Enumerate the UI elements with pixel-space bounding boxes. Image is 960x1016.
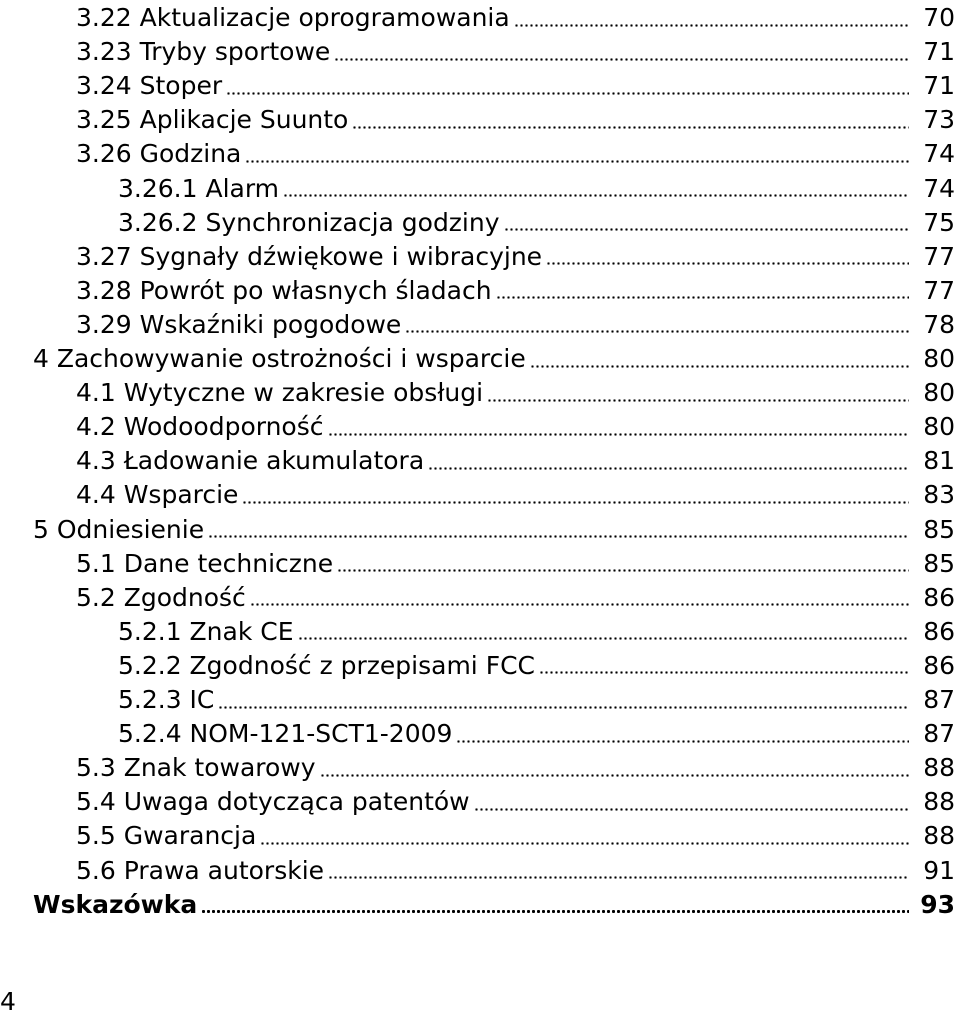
page-number: 4 xyxy=(0,987,16,1016)
toc-entry[interactable] xyxy=(33,342,955,376)
toc-dot-leader xyxy=(283,194,909,197)
toc-entry-page: 78 xyxy=(923,309,955,339)
toc-entry[interactable] xyxy=(118,172,955,206)
toc-entry-title: 5 Odniesienie xyxy=(33,514,205,544)
toc-dot-leader xyxy=(298,637,909,640)
toc-entry[interactable] xyxy=(76,376,955,410)
toc-entry-page: 70 xyxy=(923,3,955,32)
toc-entry-page: 88 xyxy=(923,787,955,817)
toc-dot-leader xyxy=(320,774,909,777)
toc-dot-leader xyxy=(352,126,909,129)
toc-entry[interactable] xyxy=(76,785,955,819)
toc-entry[interactable] xyxy=(76,240,955,274)
toc-entry-page: 88 xyxy=(923,821,955,851)
toc-dot-leader xyxy=(218,706,909,709)
toc-entry[interactable] xyxy=(118,717,955,751)
toc-entry-page: 88 xyxy=(923,753,955,783)
toc-dot-leader xyxy=(514,24,909,27)
toc-entry-page: 81 xyxy=(923,446,955,476)
toc-dot-leader xyxy=(530,365,909,368)
toc-entry-page: 86 xyxy=(923,650,955,680)
toc-entry-page: 87 xyxy=(923,685,955,714)
toc-entry[interactable] xyxy=(76,137,955,171)
toc-entry-page: 71 xyxy=(923,71,955,101)
toc-entry[interactable] xyxy=(76,751,955,785)
toc-entry[interactable] xyxy=(76,854,955,888)
toc-entry[interactable] xyxy=(118,206,955,240)
toc-entry[interactable] xyxy=(118,649,955,683)
toc-entry-page: 71 xyxy=(923,37,955,67)
toc-dot-leader xyxy=(504,228,909,231)
toc-entry-title: 4.1 Wytyczne w zakresie obsługi xyxy=(76,378,484,408)
toc-entry-title: 3.23 Tryby sportowe xyxy=(76,37,331,67)
toc-entry-page: 85 xyxy=(923,514,955,544)
toc-entry-page: 80 xyxy=(923,378,955,408)
toc-entry-title: 4.2 Wodoodporność xyxy=(76,412,324,442)
toc-entry-title: 3.26 Godzina xyxy=(76,139,242,169)
toc-dot-leader xyxy=(250,603,909,606)
toc-entry-page: 80 xyxy=(923,412,955,442)
toc-entry-title: 3.29 Wskaźniki pogodowe xyxy=(76,309,402,339)
toc-dot-leader xyxy=(337,569,909,572)
toc-entry-title: 5.1 Dane techniczne xyxy=(76,548,334,578)
toc-dot-leader xyxy=(245,160,909,163)
toc-entry-title: 5.2.3 IC xyxy=(118,685,215,714)
toc-entry-title: 3.26.2 Synchronizacja godziny xyxy=(118,207,500,237)
toc-entry-title: 3.25 Aplikacje Suunto xyxy=(76,105,349,135)
toc-entry[interactable] xyxy=(76,547,955,581)
toc-entry[interactable] xyxy=(118,683,955,717)
toc-entry-page: 77 xyxy=(923,241,955,271)
toc-dot-leader xyxy=(487,399,909,402)
toc-dot-leader xyxy=(546,262,909,265)
toc-entry[interactable] xyxy=(76,1,955,35)
toc-entry-title: 3.22 Aktualizacje oprogramowania xyxy=(76,3,510,32)
toc-entry-title: 5.2.4 NOM-121-SCT1-2009 xyxy=(118,719,453,749)
toc-entry-title: 5.2.1 Znak CE xyxy=(118,616,294,646)
toc-entry[interactable] xyxy=(33,888,955,922)
toc-entry-title: 3.24 Stoper xyxy=(76,71,223,101)
toc-entry[interactable] xyxy=(76,69,955,103)
toc-entry-page: 85 xyxy=(923,548,955,578)
toc-entry-title: 3.27 Sygnały dźwiękowe i wibracyjne xyxy=(76,241,543,271)
toc-entry[interactable] xyxy=(76,581,955,615)
toc-dot-leader xyxy=(334,58,909,61)
toc-entry[interactable] xyxy=(76,478,955,512)
toc-entry-page: 91 xyxy=(923,855,955,885)
toc-entry[interactable] xyxy=(76,274,955,308)
toc-entry-page: 75 xyxy=(923,207,955,237)
toc-dot-leader xyxy=(496,296,909,299)
toc-entry[interactable] xyxy=(76,308,955,342)
toc-entry[interactable] xyxy=(76,819,955,853)
toc-entry-title: 4 Zachowywanie ostrożności i wsparcie xyxy=(33,344,526,373)
toc-entry-title: 5.6 Prawa autorskie xyxy=(76,855,325,885)
toc-entry[interactable] xyxy=(76,103,955,137)
toc-entry-title: 5.4 Uwaga dotycząca patentów xyxy=(76,787,470,817)
toc-entry-title: 5.2 Zgodność xyxy=(76,582,246,612)
toc-entry-page: 86 xyxy=(923,582,955,612)
toc-dot-leader xyxy=(539,671,909,674)
toc-entry-title: 5.3 Znak towarowy xyxy=(76,753,316,783)
toc-entry-title: 3.28 Powrót po własnych śladach xyxy=(76,275,492,305)
toc-dot-leader xyxy=(242,501,909,504)
toc-entry-page: 73 xyxy=(923,105,955,135)
toc-entry-page: 80 xyxy=(923,344,955,373)
toc-entry-page: 86 xyxy=(923,616,955,646)
toc-entry[interactable] xyxy=(33,513,955,547)
toc-entry[interactable] xyxy=(118,615,955,649)
toc-entry-title: 3.26.1 Alarm xyxy=(118,173,280,203)
toc-entry-title: 5.5 Gwarancja xyxy=(76,821,257,851)
toc-entry[interactable] xyxy=(76,410,955,444)
toc-entry-title: 4.3 Ładowanie akumulatora xyxy=(76,446,425,476)
toc-dot-leader xyxy=(328,433,910,436)
toc-dot-leader xyxy=(456,740,909,743)
toc-entry-title: Wskazówka xyxy=(33,889,198,919)
toc-entry-page: 77 xyxy=(923,275,955,305)
toc-dot-leader xyxy=(226,92,909,95)
toc-dot-leader xyxy=(405,330,909,333)
toc-entry[interactable] xyxy=(76,444,955,478)
toc-dot-leader xyxy=(428,467,909,470)
toc-entry-page: 74 xyxy=(923,139,955,169)
toc-dot-leader xyxy=(260,842,909,845)
toc-entry-page: 83 xyxy=(923,480,955,510)
toc-dot-leader xyxy=(328,876,909,879)
toc-dot-leader xyxy=(201,910,909,913)
toc-entry-page: 93 xyxy=(920,889,955,919)
toc-entry-page: 74 xyxy=(923,173,955,203)
toc-entry-page: 87 xyxy=(923,719,955,749)
toc-dot-leader xyxy=(474,808,909,811)
toc-entry-title: 4.4 Wsparcie xyxy=(76,480,239,510)
toc-entry[interactable] xyxy=(76,35,955,69)
toc-entry-title: 5.2.2 Zgodność z przepisami FCC xyxy=(118,650,535,680)
toc-dot-leader xyxy=(208,535,909,538)
